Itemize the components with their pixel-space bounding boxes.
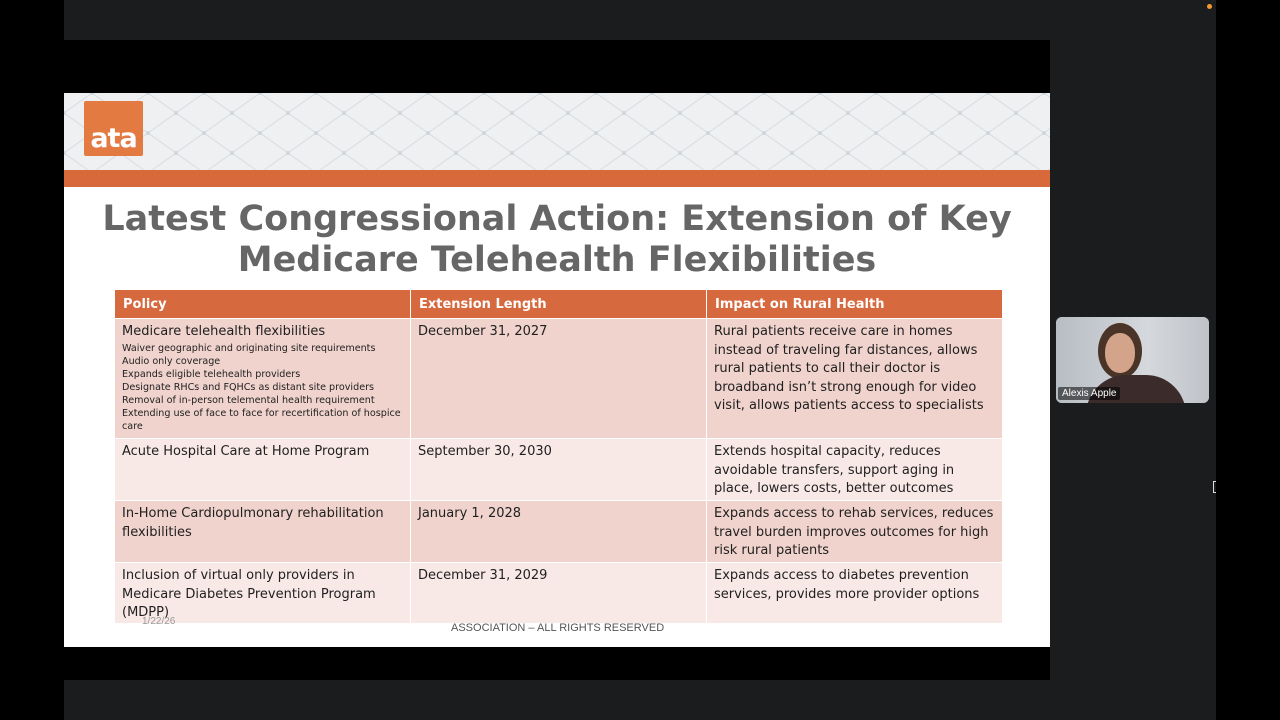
list-item: Removal of in-person telemental health requirement	[122, 394, 375, 406]
table-row	[115, 501, 1003, 563]
presentation-slide	[64, 93, 1050, 647]
slide-header-banner	[64, 93, 1050, 170]
participant-name-label: Alexis Apple	[1058, 387, 1120, 400]
table-row	[115, 319, 1003, 439]
header-extension-length: Extension Length	[411, 290, 707, 319]
impact-cell: Expands access to diabetes prevention services, provides more provider options	[707, 563, 1003, 624]
policy-cell	[115, 319, 411, 439]
policy-cell: Acute Hospital Care at Home Program	[115, 439, 411, 501]
slide-title-line-2: Medicare Telehealth Flexibilities	[237, 240, 877, 280]
left-letterbox	[0, 0, 64, 720]
footer-date: 1/22/26	[142, 616, 176, 627]
participant-video-tile[interactable]	[1056, 317, 1209, 403]
header-accent-band	[64, 170, 1050, 187]
participant-face	[1105, 333, 1135, 373]
resize-handle-icon[interactable]	[1213, 481, 1216, 493]
extension-cell: September 30, 2030	[411, 439, 707, 501]
ata-logo: ata	[84, 101, 143, 156]
slide-footer: ASSOCIATION – ALL RIGHTS RESERVED	[451, 622, 665, 634]
impact-cell: Rural patients receive care in homes instead of traveling far distances, allows rural patients to call their doctor is broadband isn’t strong enough for video visit, allows patients access to specialists	[707, 319, 1003, 439]
policy-table	[114, 289, 1003, 624]
right-letterbox	[1216, 0, 1280, 720]
recording-indicator-icon	[1207, 4, 1212, 9]
extension-cell: December 31, 2029	[411, 563, 707, 624]
policy-name: Medicare telehealth flexibilities	[122, 324, 326, 339]
list-item: Expands eligible telehealth providers	[122, 368, 301, 380]
list-item: Extending use of face to face for recertification of hospice care	[122, 407, 401, 432]
impact-cell: Extends hospital capacity, reduces avoidable transfers, support aging in place, lowers costs, better outcomes	[707, 439, 1003, 501]
table-row	[115, 439, 1003, 501]
slide-title	[64, 199, 1050, 281]
policy-cell: Inclusion of virtual only providers in Medicare Diabetes Prevention Program (MDPP)	[115, 563, 411, 624]
policy-cell: In-Home Cardiopulmonary rehabilitation flexibilities	[115, 501, 411, 563]
impact-cell: Expands access to rehab services, reduces travel burden improves outcomes for high risk rural patients	[707, 501, 1003, 563]
extension-cell: January 1, 2028	[411, 501, 707, 563]
table-row	[115, 563, 1003, 624]
policy-sub-items	[122, 342, 404, 433]
extension-cell: December 31, 2027	[411, 319, 707, 439]
list-item: Audio only coverage	[122, 355, 221, 367]
header-impact: Impact on Rural Health	[707, 290, 1003, 319]
list-item: Designate RHCs and FQHCs as distant site providers	[122, 381, 375, 393]
header-policy: Policy	[115, 290, 411, 319]
slide-title-line-1: Latest Congressional Action: Extension of Key	[102, 199, 1012, 239]
list-item: Waiver geographic and originating site requirements	[122, 342, 376, 354]
banner-pattern-icon	[64, 93, 1050, 170]
table-header-row	[115, 290, 1003, 319]
